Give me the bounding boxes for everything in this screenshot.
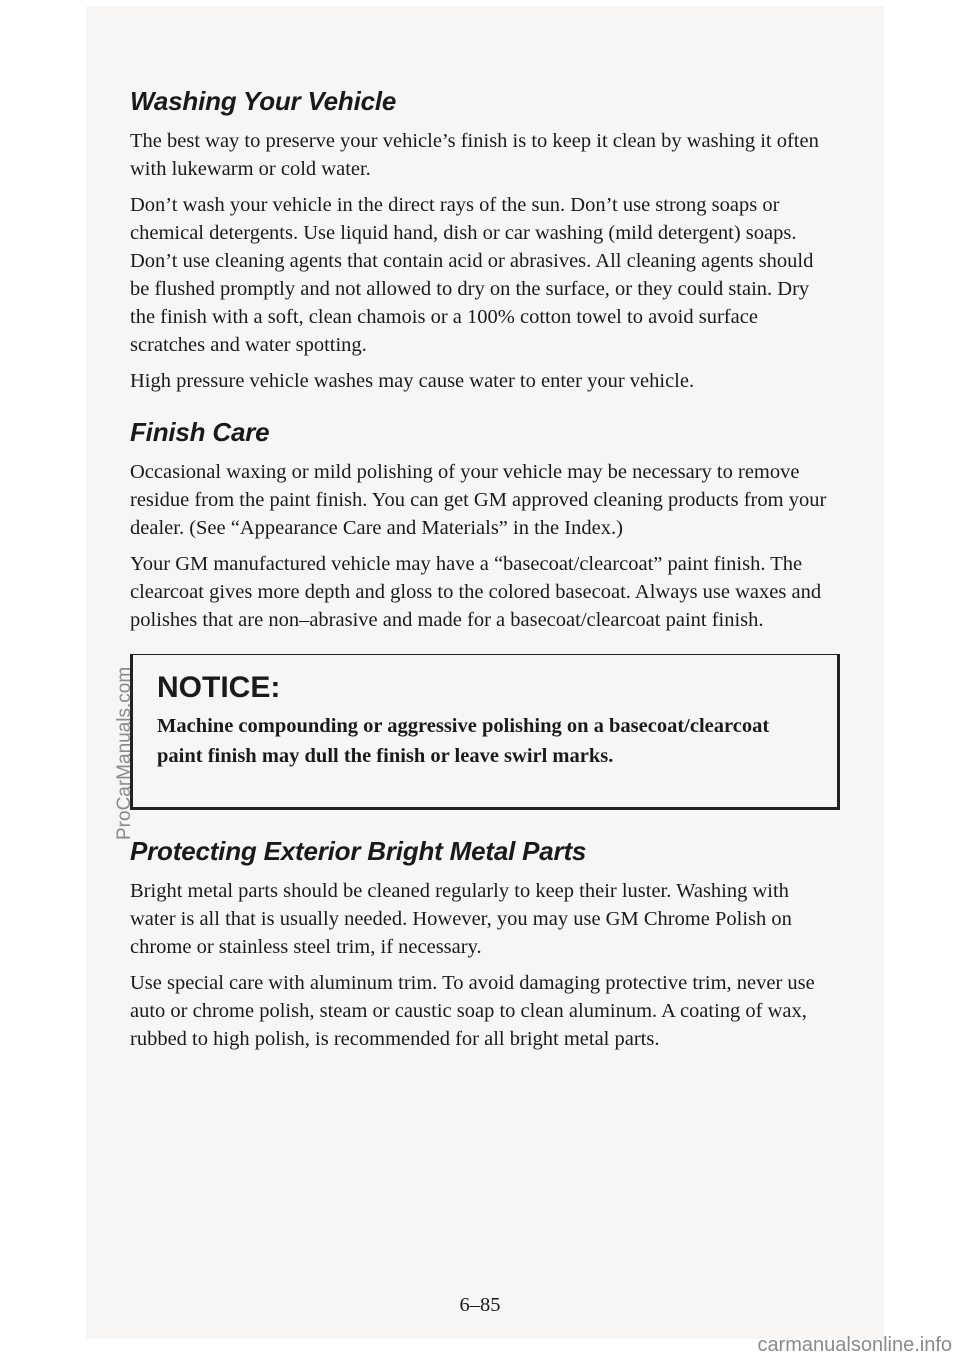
paragraph: Don’t wash your vehicle in the direct rays of the sun. Don’t use strong soaps or chemical detergents. Use liquid hand, dish or car washing (mild detergent) soaps. Don’t use cleaning agents that contain acid or abrasives. All cleaning agents should be flushed promptly and not allowed to dry on the surface, or they could stain. Dry the finish with a soft, clean chamois or a 100% cotton towel to avoid surface scratches and water spotting. bbox=[130, 194, 814, 356]
page-number: 6–85 bbox=[459, 1294, 501, 1316]
notice-text: Machine compounding or aggressive polishing on a basecoat/clearcoat paint finish may dull the finish or leave swirl marks. bbox=[157, 715, 770, 767]
notice-box bbox=[130, 654, 840, 810]
heading-protecting-exterior-bright-metal-parts: Protecting Exterior Bright Metal Parts bbox=[130, 836, 587, 866]
paragraph: Your GM manufactured vehicle may have a “basecoat/clearcoat” paint finish. The clearcoat gives more depth and gloss to the colored basecoat. Always use waxes and polishes that are non–abrasive and made for a basecoat/clearcoat paint finish. bbox=[130, 553, 822, 631]
notice-title: NOTICE: bbox=[157, 671, 281, 704]
paragraph: Bright metal parts should be cleaned regularly to keep their luster. Washing with water is all that is usually needed. However, you may use GM Chrome Polish on chrome or stainless steel trim, if necessary. bbox=[130, 880, 792, 958]
page-content bbox=[130, 86, 830, 1061]
paragraph: High pressure vehicle washes may cause water to enter your vehicle. bbox=[130, 370, 695, 392]
paragraph: Use special care with aluminum trim. To avoid damaging protective trim, never use auto or chrome polish, steam or caustic soap to clean aluminum. A coating of wax, rubbed to high polish, is recommended for all bright metal parts. bbox=[130, 972, 815, 1050]
footer-watermark: carmanualsonline.info bbox=[757, 1334, 952, 1356]
section-bright-metal bbox=[130, 836, 830, 1053]
section-finish-care bbox=[130, 417, 830, 634]
heading-washing-your-vehicle: Washing Your Vehicle bbox=[130, 86, 397, 116]
section-washing bbox=[130, 86, 830, 395]
watermark: ProCarManuals.com bbox=[114, 666, 135, 840]
paragraph: The best way to preserve your vehicle’s finish is to keep it clean by washing it often with lukewarm or cold water. bbox=[130, 130, 819, 180]
heading-finish-care: Finish Care bbox=[130, 417, 270, 447]
paragraph: Occasional waxing or mild polishing of your vehicle may be necessary to remove residue from the paint finish. You can get GM approved cleaning products from your dealer. (See “Appearance Care and Materials” in the Index.) bbox=[130, 461, 827, 539]
